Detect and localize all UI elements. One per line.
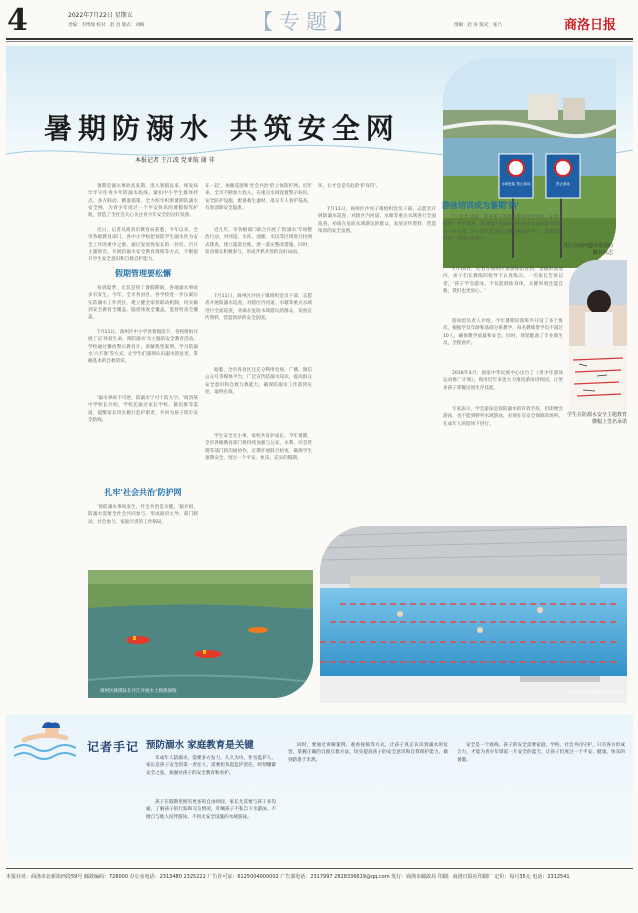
photo-swimming-pool bbox=[320, 526, 627, 703]
article-title: 暑期防溺水 共筑安全网 bbox=[44, 112, 400, 145]
newspaper-logo: 商洛日报 bbox=[564, 18, 617, 33]
commentary-col1 bbox=[146, 755, 276, 855]
footer-info: 本报社址：商洛市北新街西段59号 邮政编码：726000 办公室电话：2313480 2325222 广告许可证：6125004000002 广告部电话：2317997 2828336619@qq.com 发行：商洛市邮政局 印刷：商洛日报社印刷厂 定价：每月35元 电话：2312541 bbox=[6, 874, 570, 880]
col1-para6: '预防溺水事故发生，社会共治是关键。'据介绍，防溺水需要全社会共同参与，形成政府主导、部门联动、社会参与、家庭尽责的工作格局。 bbox=[88, 505, 198, 525]
col3-para3: 7月10日，记者在商州区某游泳馆看到，宽敞的泳池内，孩子们在教练的指导下认真练习。一名家长告诉记者，'孩子学会游泳，不仅能锻炼身体，关键时刻还能自救，我们也更放心。' bbox=[443, 267, 563, 294]
commentary-title: 预防溺水 家庭教育是关键 bbox=[146, 740, 254, 751]
subheading-1: 假期管理要松懈 bbox=[115, 269, 171, 278]
col3-para1: 环，让才会是有危险'护身符'。 bbox=[318, 184, 381, 189]
col3-para2: ''三伏天'来临，很多孩子选择去游泳馆学游泳。记者了解到，今年暑期，商洛城区各游泳馆的青少年游泳培训班报名十分火爆，不少家长希望孩子通过系统的学习，掌握游泳技能，增强自救能力。 bbox=[443, 215, 563, 242]
article-byline: 本报记者 王江波 党亚航 谢 非 bbox=[135, 157, 215, 164]
commentary-label: 记者手记 bbox=[87, 740, 140, 754]
column-4 bbox=[443, 214, 563, 554]
col1-para5: '溺水事故不可逆，防溺水宁可十防九空。'商洛某中学校长介绍，学校还通过家长学校、微信群等渠道，提醒家长切实履行监护职责，共同为孩子筑牢安全防线。 bbox=[88, 396, 198, 423]
commentary-col3 bbox=[457, 742, 625, 854]
header-rule-thin bbox=[6, 41, 633, 42]
col2-para2: 近几年，市各级部门联合开展了'防溺水'专项整治行动，对河道、水库、池塘、水坑等区域进行拉网式排查，建立隐患台账，逐一落实整改措施。同时，发动群众积极参与，形成齐抓共管的良好局面。 bbox=[205, 228, 312, 255]
col3-para4: 游泳馆负责人介绍，今年暑期培训班共开设了多个班次，根据学员年龄和基础分班教学，每名教练带学员不超过10人，确保教学质量和安全。同时，场馆配备了专业救生员，全程看护。 bbox=[443, 319, 563, 346]
swimmer-icon bbox=[14, 716, 76, 764]
col3-para5: 2018年4月，国家中华民族中心出台了《青少年游泳运动推广计划》，商洛近年来也大力推进游泳进校园，让更多孩子掌握这项生存技能。 bbox=[443, 371, 563, 391]
column-3-body bbox=[318, 206, 436, 536]
col3-para6: 专家表示，学会游泳是预防溺水的有效手段，但即便会游泳，也不能到野外水域游泳，必须在有安全保障的场所，在成年人的陪同下进行。 bbox=[443, 407, 563, 427]
commentary-col2 bbox=[288, 742, 448, 854]
page-number: 4 bbox=[7, 3, 28, 38]
caption-photo4: 孩子们在游泳馆内学习游泳 bbox=[569, 691, 623, 696]
col1-para1: 暑期是溺水事故高发期。进入暑假以来，规发局牢牢守住青少年防溺水底线，紧扣中小学生群体特点，多方联动、精准施策，全力织牢织密暑期防溺水安全网，为青少年度过一个平安快乐的暑假保驾护航，营造了全社会关心关注青少年安全的良好氛围。 bbox=[88, 184, 198, 219]
photo-river-rescue bbox=[88, 570, 313, 698]
col2-para4: 据悉，全市各县区还充分利用电视、广播、微信公众号等媒体平台，广泛宣传防溺水知识，提高群众安全意识和自救互救能力，确保防溺水工作落到实处、取得实效。 bbox=[205, 368, 312, 395]
commentary-para2: 孩子在假期里拥有更多的自由时间，家长尤其要与孩子多沟通，了解孩子的行踪和交友情况，叮嘱孩子不私自下水游泳、不擅自与他人结伴游泳、不到无安全设施的水域游泳。 bbox=[146, 800, 276, 820]
subheading-2: 扎牢'社会共治'防护网 bbox=[104, 488, 182, 497]
col1-para4: 7月11日，商州区中小学放暑假前夕，各校组织开展了以'珍爱生命、预防溺水'为主题的安全教育活动。学校通过播放警示教育片、讲解典型案例、学习防溺水'六不准'等方式，让学生们深刻认识溺水的危害，掌握基本的自救常识。 bbox=[88, 330, 198, 365]
section-label: 【专题】 bbox=[252, 10, 360, 34]
sign-text-left: 水深危险 禁止游泳 bbox=[501, 182, 531, 186]
sign-text-right: 禁止游泳 bbox=[556, 182, 570, 186]
caption-photo1: 丹江公园河道旁设置的醒目标志 bbox=[563, 243, 614, 256]
issue-date: 2022年7月22日 星期五 bbox=[68, 12, 133, 19]
footer-rule bbox=[6, 868, 633, 869]
col2-para5: 学生安全无小事，家校共育护成长。今年暑期，全市各级教育部门将持续加强与公安、水利、应急管理等部门的沟通协作，定期开展联合检查，确保学生暑期安全，度过一个平安、快乐、充实的假期。 bbox=[205, 434, 312, 461]
column-2 bbox=[205, 183, 312, 563]
header-rule bbox=[6, 38, 633, 40]
col2-para3: 7月11日，商州区沙河子镇组织党员干部、志愿者开展防溺水巡查，对辖区内河道、水塘等重点水域进行全面巡查，劝离在危险水域游玩的群众，发放宣传资料，营造浓厚的安全氛围。 bbox=[205, 294, 312, 321]
caption-photo2: 学生在防溺水安全主题教育横幅上签名承诺 bbox=[566, 412, 627, 425]
col1-para3: 每到夏季，尤其是到了暑假期间，各地溺水事故多有发生。今年，全市各县区、各学校进一步压紧压实防溺水工作责任，建立健全家校联动机制，切实做到安全教育全覆盖、隐患排查全覆盖、监督检查全覆盖。 bbox=[88, 286, 198, 321]
col3-para-extra: 7月11日，商州区沙河子镇组织党员干部、志愿者开展防溺水巡查，对辖区内河道、水塘等重点水域进行全面巡查，劝离在危险水域游玩的群众，发放宣传资料，营造浓厚的安全氛围。 bbox=[318, 207, 436, 234]
col2-para1: 在一起'，加强巡逻和'社会共治'的立体防护网。近年来，全市不断加大投入，在重点水域设置警示标识、安全防护设施，配备救生器材，落实专人看护巡查，有效消除安全隐患。 bbox=[205, 184, 312, 211]
photo-signing-banner bbox=[569, 260, 627, 410]
editor-credits: 组稿：赵 涛 版式：张乃 bbox=[454, 23, 502, 28]
commentary-para3: 同时，要通过讲解案例、观看视频等方式，让孩子真正认识到溺水的危害，掌握正确的自救互救方法，切实提高孩子的安全意识和自我保护能力，做到防患于未然。 bbox=[288, 743, 448, 763]
commentary-para4: 安全是一个底线。孩子的安全需要家庭、学校、社会共同守护，只有各方形成合力，才能为青少年撑起一片安全的蓝天，让孩子们度过一个平安、健康、快乐的暑假。 bbox=[457, 743, 625, 763]
caption-photo3: 商州区救援队在丹江开展水上救援演练 bbox=[100, 689, 177, 694]
commentary-para1: 未成年人防溺水，需要多方发力、久久为功。作为监护人，家长是孩子安全的第一责任人，需要担负起监护责任，时刻绷紧安全之弦，加强对孩子的安全教育和看护。 bbox=[146, 756, 276, 776]
staff-credits: 责编：李博瑞 校对：赵 昌 版式：刘畅 bbox=[68, 23, 145, 28]
col1-para2: 近日，记者从商洛市教育局获悉，今年以来，全市各级教育部门、各中小学校把预防学生溺水作为安全工作的重中之重，通过发放致家长的一封信、召开主题班会、开展防溺水安全教育演练等方式，不断提升学生安全意识和自救自护能力。 bbox=[88, 228, 198, 263]
subheading-3: 游泳培训成为暑期'热' bbox=[442, 201, 519, 210]
